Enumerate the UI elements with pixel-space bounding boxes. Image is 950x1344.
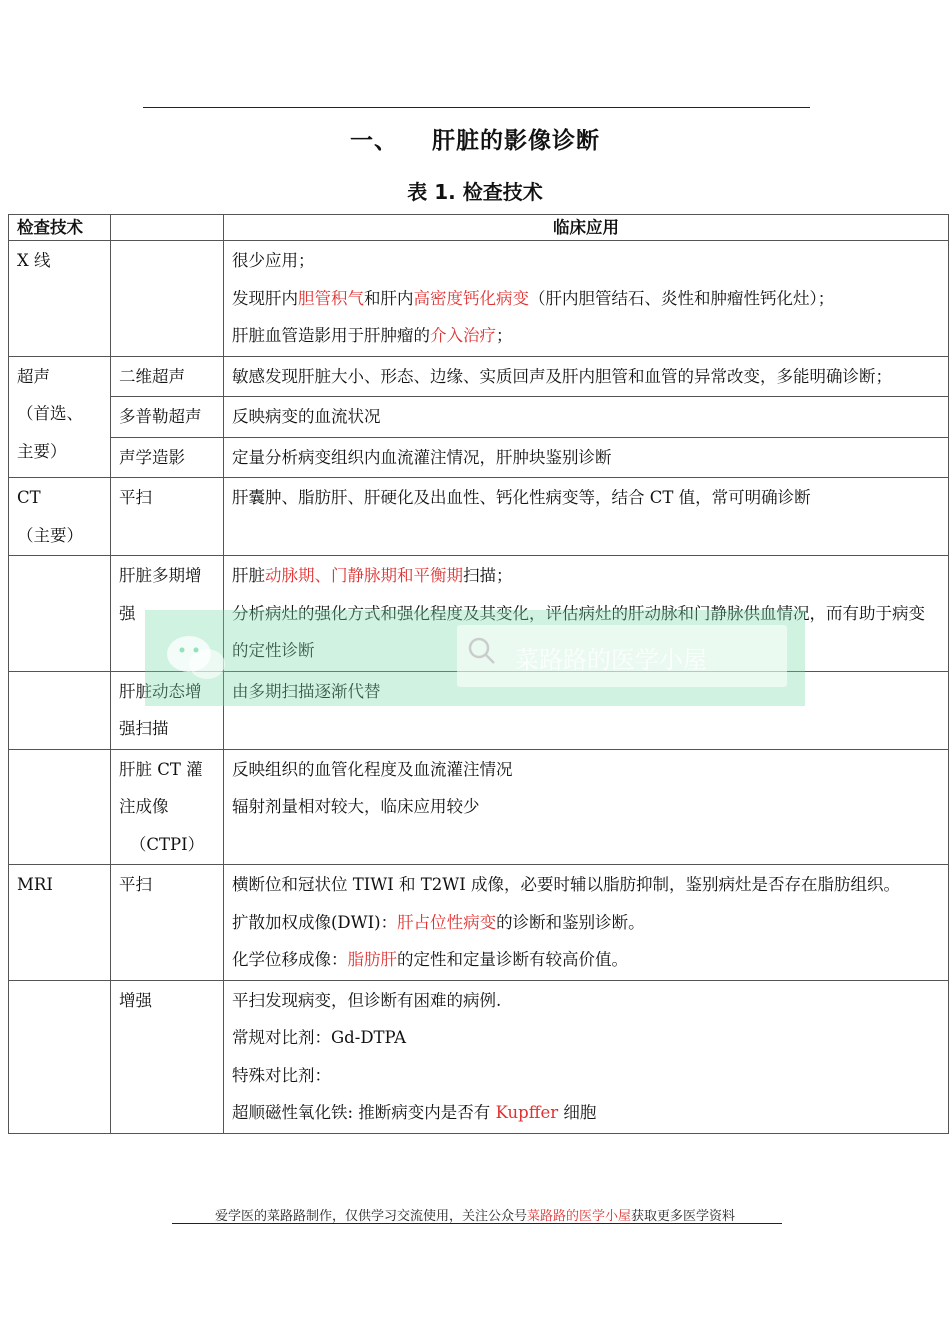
text-line: CT <box>17 488 41 507</box>
text-line <box>232 904 940 942</box>
text-segment: 发现肝内 <box>232 288 298 308</box>
wechat-watermark <box>145 610 805 706</box>
technique-cell <box>9 749 111 865</box>
sub-cell <box>111 749 224 865</box>
wechat-icon <box>165 632 227 688</box>
table-row <box>9 749 949 865</box>
table-row <box>9 865 949 981</box>
sub-cell: 肝脏动态增强扫描 <box>111 671 224 749</box>
highlight-text: Kupffer <box>495 1103 559 1122</box>
text-line: 横断位和冠状位 TIWI 和 T2WI 成像，必要时辅以脂肪抑制，鉴别病灶是否存在脂肪组织。 <box>232 875 900 894</box>
table-row <box>9 980 949 1133</box>
sub-cell: 多普勒超声 <box>111 397 224 438</box>
text-line: 肝脏 CT 灌注成像 <box>119 759 203 816</box>
technique-cell: X 线 <box>9 241 111 357</box>
text-segment: 肝脏血管造影用于肝肿瘤的 <box>232 326 430 345</box>
application-cell: 由多期扫描逐渐代替 <box>224 671 949 749</box>
section-title: 肝脏的影像诊断 <box>432 128 600 154</box>
sub-cell: 增强 <box>111 980 224 1133</box>
sub-cell: 声学造影 <box>111 437 224 478</box>
highlight-text: 动脉期、门静脉期和平衡期 <box>265 566 463 585</box>
highlight-text: 菜路路的医学小屋 <box>526 1209 631 1224</box>
sub-cell <box>111 241 224 357</box>
application-cell <box>224 865 949 981</box>
highlight-text: 脂肪肝 <box>347 950 397 969</box>
text-segment: 获取更多医学资料 <box>631 1209 736 1224</box>
text-line: 平扫发现病变，但诊断有困难的病例. <box>232 990 502 1010</box>
text-segment: 肝脏 <box>232 566 265 585</box>
application-cell: 反映病变的血流状况 <box>224 397 949 438</box>
text-line: 很少应用； <box>232 251 315 270</box>
text-line <box>232 941 940 979</box>
application-cell: 敏感发现肝脏大小、形态、边缘、实质回声及肝内胆管和血管的异常改变，多能明确诊断； <box>224 356 949 397</box>
sub-cell: 二维超声 <box>111 356 224 397</box>
text-segment: 细胞 <box>558 1103 597 1122</box>
header-cell-application: 临床应用 <box>224 215 949 241</box>
application-cell: 肝囊肿、脂肪肝、肝硬化及出血性、钙化性病变等，结合 CT 值，常可明确诊断 <box>224 478 949 556</box>
text-segment: （肝内胆管结石、炎性和肿瘤性钙化灶）； <box>529 288 835 308</box>
text-segment: 超顺磁性氧化铁: 推断病变内是否有 <box>232 1103 496 1122</box>
footer-rule <box>172 1223 782 1224</box>
watermark-search-text: 菜路路的医学小屋 <box>515 646 707 674</box>
technique-cell: MRI <box>9 865 111 981</box>
highlight-text: 肝占位性病变 <box>397 912 497 932</box>
search-icon <box>467 636 497 670</box>
text-line: （CTPI） <box>129 834 205 854</box>
table-row <box>9 356 949 397</box>
text-segment: 的定性和定量诊断有较高价值。 <box>397 950 628 969</box>
text-line <box>232 1094 940 1132</box>
highlight-text: 高密度钙化病变 <box>413 288 529 308</box>
technique-cell <box>9 671 111 749</box>
header-cell-sub <box>111 215 224 241</box>
table-row <box>9 397 949 438</box>
technique-cell <box>9 980 111 1133</box>
text-line <box>232 317 940 355</box>
text-segment: ； <box>496 326 513 345</box>
text-line: 反映组织的血管化程度及血流灌注情况 <box>232 759 513 779</box>
text-line: 特殊对比剂： <box>232 1065 331 1085</box>
text-line: 主要） <box>17 441 67 461</box>
top-rule <box>143 107 810 108</box>
text-segment: 的诊断和鉴别诊断。 <box>496 912 645 932</box>
application-cell <box>224 980 949 1133</box>
table-row <box>9 437 949 478</box>
sub-cell: 平扫 <box>111 478 224 556</box>
text-segment: 和肝内 <box>364 288 414 308</box>
application-cell: 定量分析病变组织内血流灌注情况，肝肿块鉴别诊断 <box>224 437 949 478</box>
text-segment: 爱学医的菜路路制作，仅供学习交流使用，关注公众号 <box>214 1209 527 1224</box>
text-line: 常规对比剂：Gd-DTPA <box>232 1028 407 1047</box>
text-line: （首选、 <box>17 404 83 423</box>
technique-cell <box>9 356 111 478</box>
text-line <box>232 280 940 318</box>
table-caption: 表 1. 检查技术 <box>407 180 543 204</box>
text-segment: 扩散加权成像(DWI)： <box>232 912 398 932</box>
section-heading <box>0 122 950 155</box>
table-row <box>9 241 949 357</box>
text-line: （主要） <box>17 525 83 545</box>
application-cell <box>224 241 949 357</box>
table-header-row <box>9 215 949 241</box>
header-cell-technique: 检查技术 <box>9 215 111 241</box>
footer-note <box>0 1205 950 1224</box>
technique-cell <box>9 556 111 672</box>
application-cell <box>224 749 949 865</box>
technique-cell <box>9 478 111 556</box>
text-segment: 化学位移成像： <box>232 950 348 969</box>
sub-cell: 平扫 <box>111 865 224 981</box>
text-line: 超声 <box>17 366 50 386</box>
highlight-text: 介入治疗 <box>430 326 496 345</box>
text-segment: 扫描； <box>463 566 513 585</box>
highlight-text: 胆管积气 <box>298 288 364 308</box>
section-number: 一、 <box>350 128 398 154</box>
text-line: 分析病灶的强化方式和强化程度及其变化，评估病灶的肝动脉和门静脉供血情况，而有助于病变的定性诊断 <box>232 603 925 660</box>
text-line <box>232 557 940 595</box>
table-row <box>9 478 949 556</box>
text-line: 辐射剂量相对较大，临床应用较少 <box>232 797 480 816</box>
sub-cell: 肝脏多期增强 <box>111 556 224 672</box>
